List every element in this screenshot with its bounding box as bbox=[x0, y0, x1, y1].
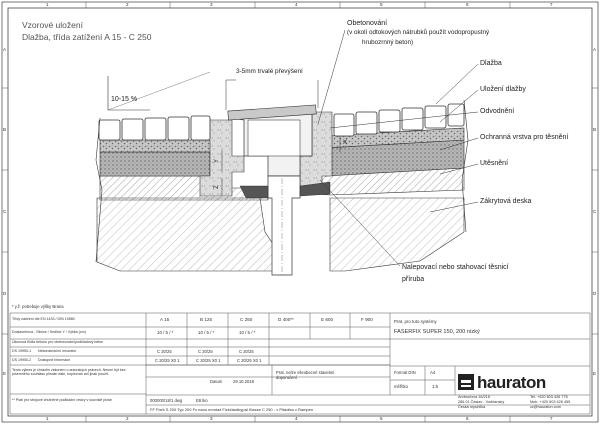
callout-ulozeni-dlazby: Uložení dlažby bbox=[480, 86, 526, 93]
bedding-layer-left bbox=[100, 140, 212, 152]
row-1-c250: 10 / 5 / * bbox=[239, 330, 256, 335]
frame-letter-a-right: A bbox=[593, 47, 597, 52]
frame-letter-e-right: E bbox=[593, 371, 597, 376]
slope-label: 10-15 % bbox=[111, 96, 138, 103]
date-label: Datum bbox=[210, 379, 223, 384]
scale-label: E8 lko bbox=[196, 398, 208, 403]
overhang-label: 3-5mm trvalé převýšení bbox=[236, 68, 303, 75]
row-3-a15: C 20/25 bbox=[157, 349, 172, 354]
frame-number-3-bottom: 3 bbox=[210, 416, 213, 421]
table-footnote2: ** Platí pro strojově zhutněné podkladní vrstvy v souvislé ploše bbox=[12, 398, 112, 402]
format-label: Formát DIN bbox=[394, 370, 416, 375]
row-code-2: DS 19950-2 bbox=[12, 358, 32, 362]
format-value: A4 bbox=[430, 370, 436, 375]
callout-dlazba: Dlažba bbox=[480, 60, 502, 67]
frame-number-1: 1 bbox=[46, 2, 49, 7]
drawing-title-line2: Dlažba, třída zatížení A 15 - C 250 bbox=[22, 32, 152, 42]
class-d400: D 400** bbox=[278, 317, 294, 322]
class-c250: C 250 bbox=[240, 317, 253, 322]
bottom-text: FF Fixrk S 200 Typ 200 Fx.naou montaž Fizkčtaotkypal Klasse C 250 - v Pltaotka v Rampen bbox=[150, 407, 314, 412]
frame-number-2: 2 bbox=[126, 2, 129, 7]
frame-number-6-bottom: 6 bbox=[466, 416, 469, 421]
frame-letter-a: A bbox=[3, 47, 7, 52]
frame-letter-c: C bbox=[3, 209, 7, 214]
paving-left bbox=[99, 116, 210, 140]
brand-address-1: Ambrožova 16/218 bbox=[458, 395, 490, 399]
drawing-title-line1: Vzorové uložení bbox=[22, 20, 83, 30]
frame-letter-b-right: B bbox=[593, 127, 597, 132]
frame-letter-e: E bbox=[3, 371, 7, 376]
frame-letter-d: D bbox=[3, 291, 7, 296]
hauraton-wordmark: hauraton bbox=[477, 373, 546, 392]
callout-utesneni: Utěsnění bbox=[480, 160, 509, 167]
table-notes: Tento výkres je chráněn zákonem o autorských právech. Nesmí být bez písemného souhlasu předán dále, kopírován ani jinak použit. bbox=[12, 368, 126, 377]
frame-number-4: 4 bbox=[295, 2, 298, 7]
frame-letter-d-right: D bbox=[593, 291, 597, 296]
brand-contact-3: cz@hauraton.com bbox=[530, 405, 561, 409]
table-header-left: Třídy zatížení dle EN 1433 / DIN 19580 bbox=[12, 317, 75, 321]
row-1-a15: 10 / 5 / * bbox=[157, 330, 174, 335]
date-value: 29.10.2018 bbox=[233, 379, 254, 384]
prat-label: Prat. pro tuto systémy bbox=[394, 319, 437, 324]
callout-nalepovaci-2: příruba bbox=[402, 276, 425, 283]
protective-layer-left bbox=[100, 152, 210, 176]
brand-address-2: 286 01 Čáslav - Vodňanský bbox=[458, 400, 505, 404]
drawing-footnote: * y.ž. potrebuje výšky Brana bbox=[12, 304, 64, 309]
scale-value: 1:5 bbox=[432, 384, 439, 389]
scale-field: měřítko bbox=[394, 384, 408, 389]
callout-nalepovaci-1: Nalepovací nebo stahovací těsnicí bbox=[402, 264, 509, 271]
callout-obetonovani-3: hrubozrnný beton) bbox=[362, 39, 414, 46]
lower-slab-left bbox=[97, 198, 285, 271]
frame-letter-b: B bbox=[3, 127, 7, 132]
row-3-b125: C 20/25 bbox=[198, 349, 213, 354]
callout-ochranna-vrstva: Ochranná vrstva pro těsnění bbox=[480, 134, 569, 141]
frame-letter-c-right: C bbox=[593, 209, 597, 214]
outlet-pipe bbox=[268, 176, 300, 275]
frame-number-3: 3 bbox=[210, 2, 213, 7]
slope-indicator bbox=[108, 76, 150, 110]
dim-x-label: X bbox=[343, 140, 348, 146]
brand-address-3: Česká republika bbox=[458, 405, 486, 409]
dim-y-label: Y bbox=[214, 158, 221, 164]
row-3-c250: C 20/25 bbox=[239, 349, 254, 354]
frame-number-5: 5 bbox=[380, 2, 383, 7]
row-3-label: Nekonstrukční množství bbox=[38, 349, 77, 353]
frame-number-7-bottom: 7 bbox=[550, 416, 553, 421]
channel-inner bbox=[248, 120, 300, 156]
class-b125: B 125 bbox=[200, 317, 213, 322]
callout-odvodneni: Odvodnění bbox=[480, 108, 515, 115]
brand-contact-2: Mob. +420 603 426 455 bbox=[530, 400, 571, 404]
outer-frame bbox=[2, 2, 598, 422]
row-code-1: DS 19950-1 bbox=[12, 349, 32, 353]
row-4-c250: C 20/25 X0 1 bbox=[237, 358, 262, 363]
row-1-b125: 10 / 5 / * bbox=[198, 330, 215, 335]
callout-obetonovani-2: (v okolí odtokových nátrubků použít vodopropustný bbox=[347, 29, 490, 36]
row-4-b125: C 20/25 X0 1 bbox=[196, 358, 221, 363]
drawing-number: 000000/18/1 dwg bbox=[150, 398, 183, 403]
class-f900: F 900 bbox=[361, 317, 373, 322]
frame-number-4-bottom: 4 bbox=[295, 416, 298, 421]
frame-ticks bbox=[2, 2, 598, 422]
row-4-label: Dostupné informace bbox=[38, 358, 71, 362]
frame-number-1-bottom: 1 bbox=[46, 416, 49, 421]
frame-number-6: 6 bbox=[466, 2, 469, 7]
product-name: FASERFIX SUPER 150, 200 nízký bbox=[394, 329, 480, 335]
class-e600: E 600 bbox=[321, 317, 334, 322]
callout-zakrytova-deska: Zákrytová deska bbox=[480, 198, 532, 205]
callout-obetonovani-1: Obetonování bbox=[347, 20, 388, 27]
frame-number-5-bottom: 5 bbox=[380, 416, 383, 421]
brand-contact-1: Tel. +420 603 426 776 bbox=[530, 395, 568, 399]
dim-z-label: Z bbox=[213, 185, 220, 189]
frame-number-2-bottom: 2 bbox=[126, 416, 129, 421]
row-4-a15: C 20/25 X0 1 bbox=[155, 358, 180, 363]
row-1-label: Dostaveňová - Silnice / Sedlice Y / Výška (cm) bbox=[12, 330, 86, 334]
plan-note: Prat. nelze všeobecné stavební doporučení bbox=[276, 370, 335, 381]
frame-number-7: 7 bbox=[550, 2, 553, 7]
row-2-label: Úkonová třídla betonu pro obetonování/podkladový beton bbox=[12, 340, 104, 344]
class-a15: A 15 bbox=[160, 317, 170, 322]
slope-line bbox=[108, 72, 210, 110]
